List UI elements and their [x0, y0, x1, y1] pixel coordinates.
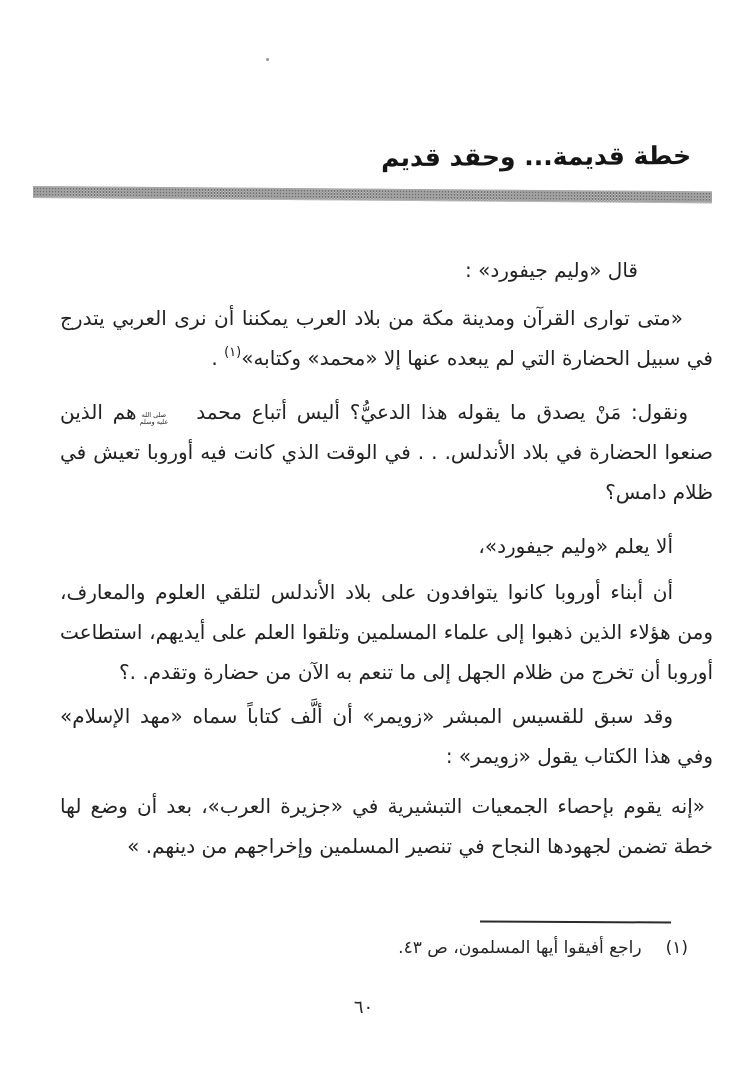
- section-divider: [33, 186, 712, 203]
- paragraph-zwemer-quote: «إنه يقوم بإحصاء الجمعيات التبشيرية في «جزيرة العرب»، بعد أن وضع لها خطة تضمن لجهودها النجاح في تنصير المسلمين وإخراجهم من دينهم. »: [60, 794, 713, 858]
- blessing-line-2: عليه وسلم: [139, 418, 169, 426]
- quote-tail: .: [211, 346, 225, 370]
- footnote: [70, 933, 688, 963]
- scan-speck: [266, 58, 269, 61]
- paragraph-question: ألا يعلم «وليم جيفورد»،: [478, 534, 673, 558]
- blessing-line-1: صلى الله: [141, 411, 167, 419]
- prophet-blessing-mark: [140, 412, 194, 426]
- footnote-separator: [480, 921, 671, 924]
- paragraph-speaker-intro: قال «وليم جيفورد» :: [465, 258, 638, 282]
- footnote-marker: (١): [665, 938, 688, 958]
- rebuttal-after: هم الذين صنعوا الحضارة في بلاد الأندلس. . . في الوقت الذي كانت فيه أوروبا تعيش في ظلام دامس؟: [60, 400, 713, 504]
- footnote-reference-marker: (١): [224, 345, 242, 360]
- paragraph-quote-gifford: [60, 298, 713, 378]
- footnote-text: راجع أفيقوا أيها المسلمون، ص ٤٣.: [398, 938, 642, 958]
- rebuttal-before: ونقول: مَنْ يصدق ما يقوله هذا الدعيُّ؟ أليس أتباع محمد: [196, 400, 688, 424]
- page-number: ٦٠: [353, 997, 374, 1018]
- page-title: خطة قديمة... وحقد قديم: [380, 141, 692, 173]
- quote-text: «متى توارى القرآن ومدينة مكة من بلاد العرب يمكننا أن نرى العربي يتدرج في سبيل الحضارة التي لم يبعده عنها إلا «محمد» وكتابه»: [60, 306, 713, 370]
- paragraph-zwemer-book: وقد سبق للقسيس المبشر «زويمر» أن ألَّف كتاباً سماه «مهد الإسلام» وفي هذا الكتاب يقول «زويمر» :: [60, 704, 713, 768]
- paragraph-rebuttal: [60, 392, 713, 512]
- body-text: [60, 250, 713, 866]
- paragraph-andalus-history: أن أبناء أوروبا كانوا يتوافدون على بلاد الأندلس لتلقي العلوم والمعارف، ومن هؤلاء الذين ذهبوا إلى علماء المسلمين وتلقوا العلم على أيديهم، استطاعت أوروبا أن تخرج من ظلام الجهل إلى ما تنعم به الآن من حضارة وتقدم. .؟: [60, 580, 713, 684]
